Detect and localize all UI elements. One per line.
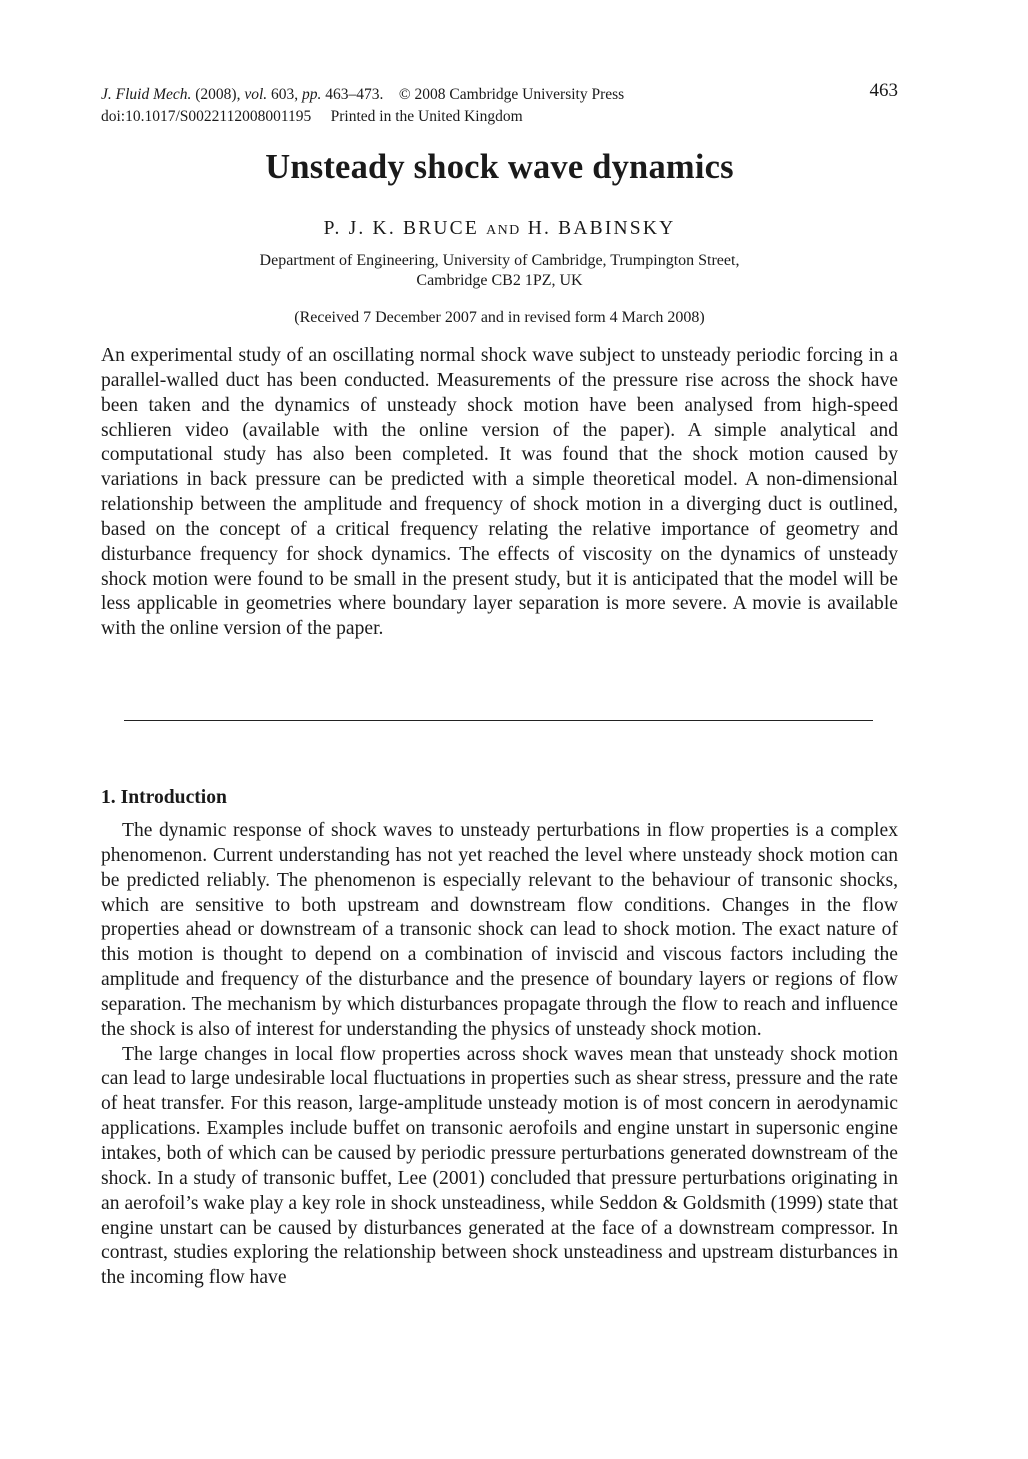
author-name: P. J. K. BRUCE <box>323 218 479 239</box>
affiliation-line: Cambridge CB2 1PZ, UK <box>416 272 583 289</box>
page-range: 463–473. <box>325 86 384 103</box>
author-conjunction: AND <box>486 223 521 238</box>
doi: doi:10.1017/S0022112008001195 <box>101 108 312 125</box>
pages-label: pp. <box>302 86 322 103</box>
received-dates: (Received 7 December 2007 and in revised form 4 March 2008) <box>294 309 705 326</box>
author-line <box>101 218 898 240</box>
journal-year: (2008), <box>195 86 241 103</box>
abstract: An experimental study of an oscillating normal shock wave subject to unsteady periodic forcing in a parallel-walled duct has been conducted. Measurements of the pressure rise across the shock have been taken and the dynamics of unsteady shock motion have been analysed from high-speed schlieren video (available with the online version of the paper). A simple analytical and computational study has also been completed. It was found that the shock motion caused by variations in back pressure can be predicted with a simple theoretical model. A non-dimensional relationship between the amplitude and frequency of shock motion in a diverging duct is outlined, based on the concept of a critical frequency relating the relative importance of geometry and disturbance frequency for shock dynamics. The effects of viscosity on the dynamics of unsteady shock motion were found to be small in the present study, but it is anticipated that the model will be less applicable in geometries where boundary layer separation is more severe. A movie is available with the online version of the paper. <box>101 345 898 640</box>
volume-number: 603, <box>271 86 299 103</box>
page-number: 463 <box>869 80 898 101</box>
section-body <box>101 819 898 1291</box>
journal-name: J. Fluid Mech. <box>101 86 192 103</box>
affiliation-line: Department of Engineering, University of Cambridge, Trumpington Street, <box>259 252 740 269</box>
copyright-notice: © 2008 Cambridge University Press <box>398 86 625 103</box>
body-paragraph: The large changes in local flow properties across shock waves mean that unsteady shock motion can lead to large undesirable local fluctuations in properties such as shear stress, pressure and the rate of heat transfer. For this reason, large-amplitude unsteady motion is of most concern in aerodynamic applications. Examples include buffet on transonic aerofoils and engine unstart in supersonic engine intakes, both of which can be caused by periodic pressure perturbations generated downstream of the shock. In a study of transonic buffet, Lee (2001) concluded that pressure perturbations originating in an aerofoil’s wake play a key role in shock unsteadiness, while Seddon & Goldsmith (1999) state that engine unstart can be caused by disturbances generated at the face of a downstream compressor. In contrast, studies exploring the relationship between shock unsteadiness and upstream disturbances in the incoming flow have <box>101 1043 898 1289</box>
volume-label: vol. <box>244 86 268 103</box>
affiliation <box>101 251 898 291</box>
citation-line <box>101 84 898 106</box>
doi-line <box>101 106 898 128</box>
printed-notice: Printed in the United Kingdom <box>330 108 523 125</box>
body-paragraph: The dynamic response of shock waves to unsteady perturbations in flow properties is a complex phenomenon. Current understanding has not yet reached the level where unsteady shock motion can be predicted reliably. The phenomenon is especially relevant to the behaviour of transonic shocks, which are sensitive to both upstream and downstream flow conditions. Changes in the flow properties ahead or downstream of a transonic shock can lead to shock motion. The exact nature of this motion is thought to depend on a combination of inviscid and viscous factors including the amplitude and frequency of the disturbance and the presence of boundary layers or regions of flow separation. The mechanism by which disturbances propagate through the flow to reach and influence the shock is also of interest for understanding the physics of unsteady shock motion. <box>101 820 898 1040</box>
author-name: H. BABINSKY <box>527 218 676 239</box>
section-heading: 1. Introduction <box>101 787 227 808</box>
abstract-divider <box>124 720 873 721</box>
journal-header <box>101 84 898 128</box>
paper-title: Unsteady shock wave dynamics <box>265 148 734 186</box>
